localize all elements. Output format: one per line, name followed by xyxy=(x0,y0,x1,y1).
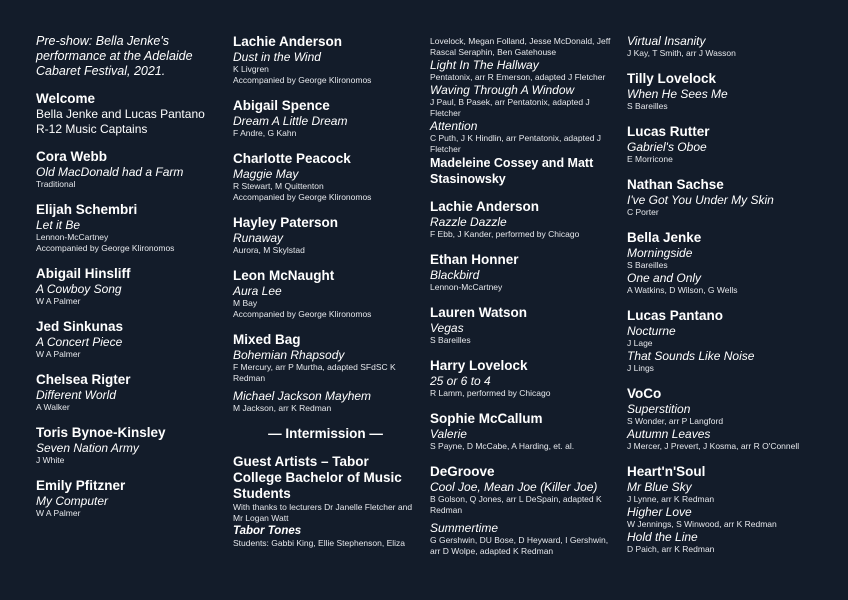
intermission-heading: — Intermission — xyxy=(268,426,383,441)
program-item xyxy=(627,124,822,165)
welcome-text: Bella Jenke and Lucas Pantano R-12 Music Captains xyxy=(36,107,205,136)
song-credit: S Bareilles xyxy=(627,101,668,111)
program-item xyxy=(36,372,216,413)
song-title: Autumn Leaves xyxy=(627,427,711,441)
song-credit: E Morricone xyxy=(627,154,673,164)
accompanist: Accompanied by George Klironomos xyxy=(233,309,372,319)
song-title: Valerie xyxy=(430,427,467,441)
program-item-lucas xyxy=(627,308,822,374)
program-item xyxy=(430,358,620,399)
song-title: Waving Through A Window xyxy=(430,83,575,97)
song-credit: S Bareilles xyxy=(430,335,471,345)
song-credit: G Gershwin, DU Bose, D Heyward, I Gershwin, arr D Wolpe, adapted K Redman xyxy=(430,535,609,556)
song-title: Higher Love xyxy=(627,505,692,519)
performer-name: Lachie Anderson xyxy=(233,34,343,49)
song-credit: D Paich, arr K Redman xyxy=(627,544,715,554)
performer-name: Leon McNaught xyxy=(233,268,335,283)
program-item-bella xyxy=(627,230,822,296)
performer-name: Ethan Honner xyxy=(430,252,519,267)
song-credit: S Bareilles xyxy=(627,260,668,270)
program-item xyxy=(627,71,822,112)
song-credit: W A Palmer xyxy=(36,349,81,359)
song-credit: S Payne, D McCabe, A Harding, et. al. xyxy=(430,441,575,451)
song-title: Vegas xyxy=(430,321,464,335)
performer-name: Heart'n'Soul xyxy=(627,464,706,479)
program-item-degroove xyxy=(430,464,620,557)
song-title: My Computer xyxy=(36,494,109,508)
song-title: That Sounds Like Noise xyxy=(627,349,755,363)
song-credit: F Mercury, arr P Murtha, adapted SFdSC K Redman xyxy=(233,362,396,383)
performer-name: Lauren Watson xyxy=(430,305,528,320)
performer-name: Charlotte Peacock xyxy=(233,151,351,166)
song-title: Superstition xyxy=(627,402,691,416)
performer-name: VoCo xyxy=(627,386,662,401)
song-title: Summertime xyxy=(430,521,499,535)
program-item-heartnsoul xyxy=(627,464,822,555)
preshow-note: Pre-show: Bella Jenke's performance at the Adelaide Cabaret Festival, 2021. xyxy=(36,34,193,78)
song-title: Aura Lee xyxy=(233,284,282,298)
performer-name: Abigail Spence xyxy=(233,98,330,113)
program-item xyxy=(233,98,418,139)
song-credit: Pentatonix, arr R Emerson, adapted J Fletcher xyxy=(430,72,606,82)
performer-name: Harry Lovelock xyxy=(430,358,528,373)
song-credit: J Kay, T Smith, arr J Wasson xyxy=(627,48,736,58)
column-1 xyxy=(36,34,216,519)
song-credit: F Andre, G Kahn xyxy=(233,128,297,138)
program-item xyxy=(430,252,620,293)
performer-name: Hayley Paterson xyxy=(233,215,339,230)
song-credit: K Livgren xyxy=(233,64,269,74)
performer-name: Mixed Bag xyxy=(233,332,301,347)
song-credit: J White xyxy=(36,455,65,465)
performer-name: Abigail Hinsliff xyxy=(36,266,131,281)
song-title: Old MacDonald had a Farm xyxy=(36,165,184,179)
performer-name: Tilly Lovelock xyxy=(627,71,717,86)
performer-name: Sophie McCallum xyxy=(430,411,543,426)
song-credit: Lennon-McCartney xyxy=(430,282,503,292)
song-credit: S Wonder, arr P Langford xyxy=(627,416,724,426)
program-item xyxy=(233,151,418,203)
song-title: Gabriel's Oboe xyxy=(627,140,707,154)
song-title: A Concert Piece xyxy=(36,335,123,349)
song-title: One and Only xyxy=(627,271,702,285)
tabor-tones-songs xyxy=(430,58,620,155)
song-title: Hold the Line xyxy=(627,530,698,544)
song-credit: J Lynne, arr K Redman xyxy=(627,494,715,504)
song-credit: J Lage xyxy=(627,338,653,348)
song-credit: J Lings xyxy=(627,363,654,373)
welcome-heading: Welcome xyxy=(36,91,96,106)
performer-name: Jed Sinkunas xyxy=(36,319,124,334)
program-item xyxy=(36,478,216,519)
performer-name: Bella Jenke xyxy=(627,230,702,245)
program-item-voco xyxy=(627,386,822,452)
students-continued: Lovelock, Megan Folland, Jesse McDonald, Jeff Rascal Seraphin, Ben Gatehouse xyxy=(430,36,611,57)
song-credit: M Bay xyxy=(233,298,258,308)
song-credit: J Mercer, J Prevert, J Kosma, arr R O'Connell xyxy=(627,441,800,451)
song-credit: W Jennings, S Winwood, arr K Redman xyxy=(627,519,777,529)
song-title: Virtual Insanity xyxy=(627,34,706,48)
song-credit: Lennon-McCartney xyxy=(36,232,109,242)
accompanist: Accompanied by George Klironomos xyxy=(233,75,372,85)
song-title: Razzle Dazzle xyxy=(430,215,507,229)
song-title: I've Got You Under My Skin xyxy=(627,193,774,207)
performer-name: DeGroove xyxy=(430,464,495,479)
song-title: Seven Nation Army xyxy=(36,441,139,455)
program-item xyxy=(36,202,216,254)
program-item xyxy=(36,266,216,307)
song-credit: A Watkins, D Wilson, G Wells xyxy=(627,285,738,295)
song-title: Light In The Hallway xyxy=(430,58,539,72)
song-title: Let it Be xyxy=(36,218,81,232)
song-title: A Cowboy Song xyxy=(36,282,122,296)
song-title: Mr Blue Sky xyxy=(627,480,692,494)
column-3 xyxy=(430,36,620,557)
performer-name: Lachie Anderson xyxy=(430,199,540,214)
song-title: Attention xyxy=(430,119,478,133)
column-2 xyxy=(233,34,418,549)
program-item xyxy=(233,215,418,256)
performer-name: Lucas Pantano xyxy=(627,308,724,323)
program-item xyxy=(36,425,216,466)
song-credit: C Puth, J K Hindlin, arr Pentatonix, adapted J Fletcher xyxy=(430,133,602,154)
performer-name: Nathan Sachse xyxy=(627,177,724,192)
song-title: Dream A Little Dream xyxy=(233,114,348,128)
song-title: Dust in the Wind xyxy=(233,50,321,64)
performer-name: Lucas Rutter xyxy=(627,124,710,139)
song-title: Different World xyxy=(36,388,117,402)
welcome-section xyxy=(36,91,216,137)
accompanist: Accompanied by George Klironomos xyxy=(233,192,372,202)
song-credit: W A Palmer xyxy=(36,296,81,306)
song-title: Bohemian Rhapsody xyxy=(233,348,345,362)
song-credit: R Stewart, M Quittenton xyxy=(233,181,324,191)
song-title: Michael Jackson Mayhem xyxy=(233,389,372,403)
song-credit: J Paul, B Pasek, arr Pentatonix, adapted J Fletcher xyxy=(430,97,590,118)
song-title: Cool Joe, Mean Joe (Killer Joe) xyxy=(430,480,598,494)
song-credit: C Porter xyxy=(627,207,659,217)
performer-name: Emily Pfitzner xyxy=(36,478,126,493)
song-title: Nocturne xyxy=(627,324,676,338)
guest-artists-section xyxy=(233,454,418,549)
song-credit: R Lamm, performed by Chicago xyxy=(430,388,551,398)
program-item xyxy=(36,319,216,360)
song-credit: W A Palmer xyxy=(36,508,81,518)
song-title: When He Sees Me xyxy=(627,87,728,101)
song-credit: A Walker xyxy=(36,402,70,412)
song-credit: Traditional xyxy=(36,179,76,189)
program-item xyxy=(233,34,418,86)
performer-name: Elijah Schembri xyxy=(36,202,138,217)
program-item xyxy=(430,305,620,346)
program-item xyxy=(233,268,418,320)
group-name: Tabor Tones xyxy=(233,525,302,537)
accompanist: Accompanied by George Klironomos xyxy=(36,243,175,253)
song-title: Blackbird xyxy=(430,268,480,282)
guest-heading: Guest Artists – Tabor College Bachelor of Music Students xyxy=(233,454,402,501)
performer-name: Cora Webb xyxy=(36,149,108,164)
program-item xyxy=(627,177,822,218)
lead-song xyxy=(627,34,822,59)
song-title: Runaway xyxy=(233,231,284,245)
song-credit: Aurora, M Skylstad xyxy=(233,245,305,255)
performer-name: Chelsea Rigter xyxy=(36,372,131,387)
program-item xyxy=(430,411,620,452)
group-students: Students: Gabbi King, Ellie Stephenson, Eliza xyxy=(233,538,405,548)
song-credit: F Ebb, J Kander, performed by Chicago xyxy=(430,229,580,239)
song-credit: B Golson, Q Jones, arr L DeSpain, adapted K Redman xyxy=(430,494,602,515)
guest-thanks: With thanks to lecturers Dr Janelle Fletcher and Mr Logan Watt xyxy=(233,502,413,523)
song-title: Morningside xyxy=(627,246,693,260)
song-credit: M Jackson, arr K Redman xyxy=(233,403,332,413)
performer-name: Toris Bynoe-Kinsley xyxy=(36,425,166,440)
column-4 xyxy=(627,34,822,555)
program-item xyxy=(430,199,620,240)
song-title: 25 or 6 to 4 xyxy=(430,374,491,388)
program-item xyxy=(36,149,216,190)
song-title: Maggie May xyxy=(233,167,299,181)
duo-names: Madeleine Cossey and Matt Stasinowsky xyxy=(430,156,594,186)
program-item-mixed-bag xyxy=(233,332,418,414)
